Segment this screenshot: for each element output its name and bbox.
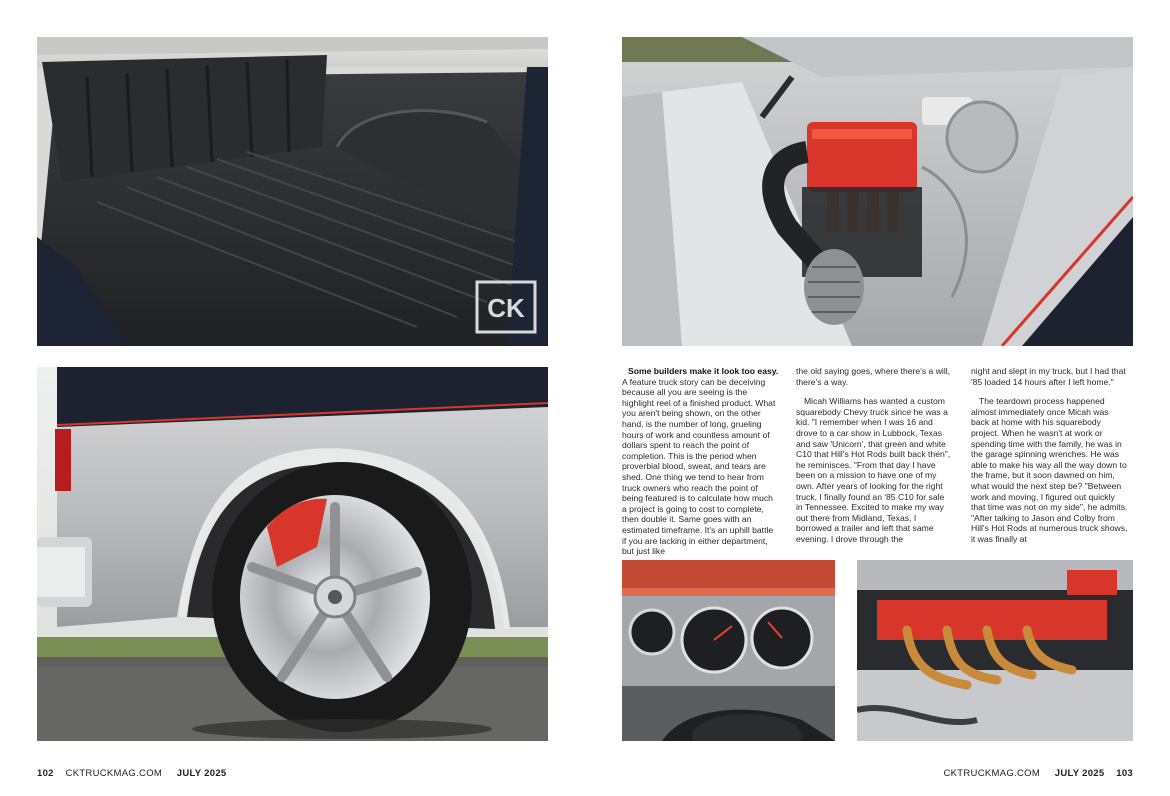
page-number: 103 — [1116, 768, 1133, 779]
article-paragraph: night and slept in my truck, but I had that '85 loaded 14 hours after I left home." — [971, 366, 1126, 387]
gauge-cluster-photo — [622, 560, 835, 741]
website-url: CKTRUCKMAG.COM — [65, 768, 163, 779]
article-body-text: A feature truck story can be deceiving because all you are seeing is the highlight reel of a finished product. What you aren't being shown, on the other hand, is the number of long, grueling hours of work and countless amount of dollars spent to reach the point of completion. This is the period when proverbial blood, sweat, and tears are shed. One thing we tend to hear from truck owners who reach the point of being featured is to calculate how much a project is going to cost to complete, then double it. Same goes with an estimated timeframe. It's an uphill battle if you are lacking in either department, but just like — [622, 376, 776, 557]
rear-wheel-photo — [37, 367, 548, 741]
article-lead: Some builders make it look too easy. — [628, 366, 779, 376]
issue-date: JULY 2025 — [1054, 768, 1105, 779]
article-column-1 — [622, 366, 779, 566]
article-column-3 — [971, 366, 1128, 554]
exhaust-headers-photo — [857, 560, 1133, 741]
engine-bay-photo — [622, 37, 1133, 346]
issue-date: JULY 2025 — [176, 768, 227, 779]
page-number: 102 — [37, 768, 54, 779]
article-paragraph: The teardown process happened almost immediately once Micah was back at home with his squarebody project. When he wasn't at work or spending time with the family, he was in the garage spinning wrenches. He was able to make his way all the way down to the frame, but it soon dawned on him, what would the next step be? "Between work and moving, I figured out quickly that time was not on my side", he admits. "After talking to Jason and Colby from Hill's Hot Rods at numerous truck shows, it was finally at — [971, 396, 1128, 544]
article-paragraph: the old saying goes, where there's a will, there's a way. — [796, 366, 951, 387]
svg-text:CK: CK — [487, 293, 525, 323]
folio-left — [37, 768, 227, 779]
article-paragraph: Micah Williams has wanted a custom squarebody Chevy truck since he was a kid. "I remember when I was 16 and drove to a car show in Lubbock, Texas and saw 'Unicorn', that green and white C10 that Hill's Hot Rods built back then", he reminisces. "From that day I have been on a mission to have one of my own. After years of looking for the right truck, I finally found an '85 C10 for sale in Tennessee. Excited to make my way out there from Midland, Texas, I borrowed a trailer and left that same evening. I drove through the — [796, 396, 951, 544]
truck-bed-photo — [37, 37, 548, 346]
folio-right — [943, 768, 1133, 779]
article-column-2 — [796, 366, 953, 554]
website-url: CKTRUCKMAG.COM — [943, 768, 1041, 779]
